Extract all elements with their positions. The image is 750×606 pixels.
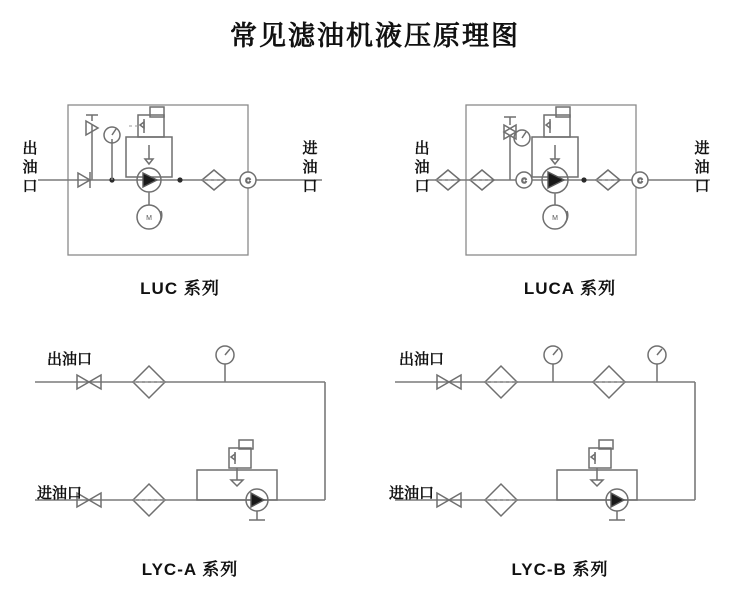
svg-text:C: C [245,178,251,185]
pump-icon [246,489,268,520]
ball-valve-icon [516,172,532,188]
page-title: 常见滤油机液压原理图 [230,21,520,51]
diagram-lyc-b-svg [385,340,725,540]
diagram-lyc-a [25,340,355,540]
svg-text:M: M [552,215,558,222]
caption-lyc-b: LYC-B 系列 [511,560,609,579]
diagram-luca [414,95,718,265]
pump-icon [606,489,628,520]
caption-lyc-a: LYC-A 系列 [141,560,239,579]
diagram-lyc-b [385,340,725,540]
diagram-luca-svg [418,95,718,265]
diagram-luc-svg [30,95,330,265]
luc-left-label: 出油口 [22,140,38,195]
ball-valve-icon [632,172,648,188]
svg-text:M: M [146,215,152,222]
motor-icon [137,205,162,229]
luca-right-label: 进油口 [694,140,710,195]
relief-valve-block-icon [126,107,164,137]
lyc-b-outlet-label: 出油口 [399,351,445,368]
relief-valve-block-icon [544,107,570,137]
caption-luc: LUC 系列 [140,279,220,298]
luc-right-label: 进油口 [302,140,318,195]
lyc-a-inlet-label: 进油口 [37,485,83,502]
relief-valve-block-icon [229,440,253,468]
relief-valve-block-icon [589,440,613,468]
svg-text:C: C [637,178,643,185]
caption-luca: LUCA 系列 [523,279,617,298]
diagram-luc [22,95,330,265]
lyc-a-outlet-label: 出油口 [47,351,93,368]
lyc-b-inlet-label: 进油口 [389,485,435,502]
motor-icon [543,205,568,229]
ball-valve-icon [240,172,256,188]
relief-valve-icon [86,115,98,135]
luca-left-label: 出油口 [414,140,430,195]
diagram-lyc-a-svg [25,340,355,540]
svg-text:C: C [521,178,527,185]
